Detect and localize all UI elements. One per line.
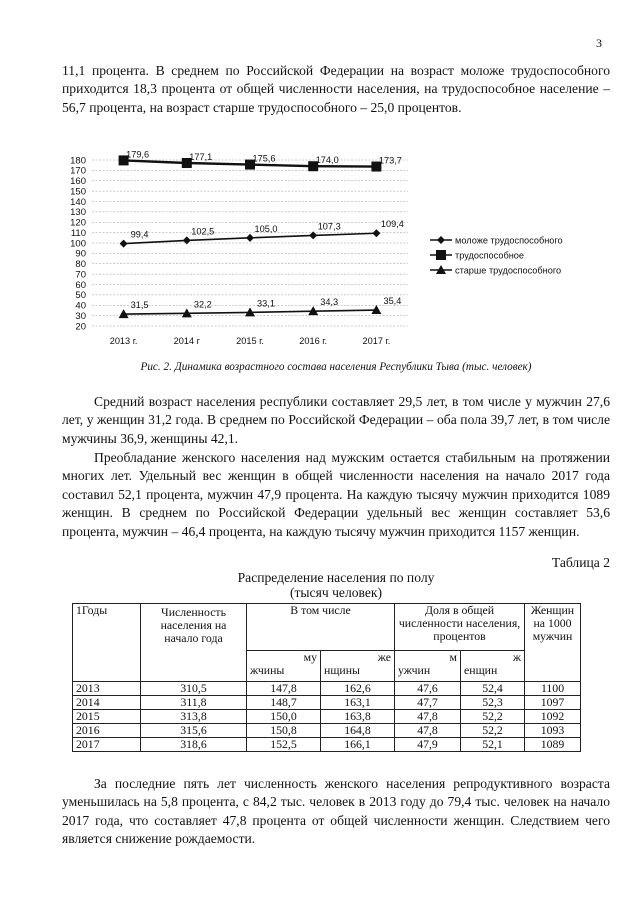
table-title <box>62 570 610 600</box>
data-label: 109,4 <box>380 219 404 230</box>
header-population: Численность населения на начало года <box>141 604 247 682</box>
y-tick-label: 170 <box>70 165 86 177</box>
cell-population: 310,5 <box>141 682 247 696</box>
cell-population: 313,8 <box>141 710 247 724</box>
data-label: 31,5 <box>130 300 149 311</box>
table-row <box>73 738 581 752</box>
table-header-row <box>73 604 581 651</box>
cell-year: 2016 <box>73 724 141 738</box>
x-tick-label: 2016 г. <box>299 336 328 346</box>
legend-label: трудоспособное <box>455 250 525 261</box>
data-label: 175,6 <box>252 153 276 164</box>
header-women-pct-part1: ж <box>512 650 522 664</box>
data-label: 102,5 <box>191 226 215 237</box>
cell-year: 2015 <box>73 710 141 724</box>
cell-ratio: 1089 <box>525 738 581 752</box>
cell-men: 152,5 <box>247 738 321 752</box>
data-label: 179,6 <box>126 150 150 160</box>
cell-men-pct: 47,8 <box>395 710 461 724</box>
age-structure-chart <box>58 150 610 350</box>
cell-men: 148,7 <box>247 696 321 710</box>
table-title-line1: Распределение населения по полу <box>237 570 435 585</box>
y-tick-label: 180 <box>70 155 86 167</box>
paragraph-mean-age: Средний возраст населения республики составляет 29,5 лет, в том числе у мужчин 27,6 лет, у женщин 31,2 года. В среднем по Российской Федерации – оба пола 39,7 лет, в том числе мужчины 36,9, женщины 42,1. <box>62 394 610 446</box>
x-tick-label: 2015 г. <box>236 336 264 346</box>
y-tick-label: 150 <box>70 186 86 198</box>
cell-men-pct: 47,7 <box>395 696 461 710</box>
header-women-per-1000: Женщин на 1000 мужчин <box>525 604 581 682</box>
header-women <box>321 651 395 682</box>
population-by-sex-table <box>72 603 581 752</box>
cell-men-pct: 47,9 <box>395 738 461 752</box>
table-row <box>73 696 581 710</box>
cell-women-pct: 52,1 <box>461 738 525 752</box>
page-number: 3 <box>596 36 602 50</box>
data-label: 173,7 <box>378 155 402 166</box>
y-tick-label: 90 <box>75 248 86 260</box>
header-men-pct-part2: ужчин <box>398 663 431 677</box>
cell-men: 150,8 <box>247 724 321 738</box>
cell-women-pct: 52,2 <box>461 710 525 724</box>
header-share: Доля в общей численности населения, процентов <box>395 604 525 651</box>
paragraph-female-share: Преобладание женского населения над мужским остается стабильным на протяжении многих лет. Удельный вес женщин в общей численности населения на начало 2017 года составил 52,1 процента, мужчин 47,9 процента. На каждую тысячу мужчин приходится 1089 женщин. В среднем по Российской Федерации удельный вес женщин составляет 53,6 процента, мужчин – 46,4 процента, на каждую тысячу мужчин приходится 1157 женщин. <box>62 450 610 539</box>
y-tick-label: 100 <box>70 238 86 250</box>
data-point <box>372 229 380 237</box>
data-label: 99,4 <box>130 229 149 240</box>
data-label: 35,4 <box>383 296 402 307</box>
y-tick-label: 40 <box>75 300 86 312</box>
table-label: Таблица 2 <box>551 555 610 570</box>
header-men <box>247 651 321 682</box>
table-title-line2: (тысяч человек) <box>289 585 383 600</box>
cell-men: 150,0 <box>247 710 321 724</box>
paragraph-intro: 11,1 процента. В среднем по Российской Федерации на возраст моложе трудоспособного приходится 18,3 процента от общей численности населения, на трудоспособное население – 56,7 процента, на возраст старше трудоспособного – 25,0 процентов. <box>62 63 610 115</box>
data-point <box>246 234 254 242</box>
cell-women-pct: 52,3 <box>461 696 525 710</box>
cell-men-pct: 47,8 <box>395 724 461 738</box>
cell-ratio: 1092 <box>525 710 581 724</box>
legend-marker <box>437 236 445 244</box>
data-label: 177,1 <box>189 152 213 163</box>
x-tick-label: 2017 г. <box>362 336 391 346</box>
cell-ratio: 1100 <box>525 682 581 696</box>
cell-women: 163,8 <box>321 710 395 724</box>
x-tick-label: 2014 г <box>173 336 200 346</box>
cell-women: 166,1 <box>321 738 395 752</box>
header-men-part2: жчины <box>250 663 285 677</box>
cell-year: 2014 <box>73 696 141 710</box>
header-women-pct-part2: енщин <box>464 663 498 677</box>
cell-men: 147,8 <box>247 682 321 696</box>
figure-caption: Рис. 2. Динамика возрастного состава населения Республики Тыва (тыс. человек) <box>140 361 532 373</box>
data-label: 107,3 <box>317 221 341 232</box>
y-tick-label: 130 <box>70 207 86 219</box>
table-row <box>73 682 581 696</box>
data-label: 34,3 <box>320 297 339 308</box>
header-women-pct <box>461 651 525 682</box>
y-tick-label: 60 <box>75 279 86 291</box>
cell-women: 162,6 <box>321 682 395 696</box>
cell-women-pct: 52,2 <box>461 724 525 738</box>
cell-population: 318,6 <box>141 738 247 752</box>
cell-population: 315,6 <box>141 724 247 738</box>
legend-marker <box>436 250 446 260</box>
cell-ratio: 1093 <box>525 724 581 738</box>
cell-women-pct: 52,4 <box>461 682 525 696</box>
legend-label: моложе трудоспособного <box>455 235 563 246</box>
y-tick-label: 120 <box>70 217 86 229</box>
cell-year: 2017 <box>73 738 141 752</box>
x-tick-label: 2013 г. <box>109 336 138 346</box>
y-tick-label: 70 <box>75 269 86 281</box>
data-point <box>120 240 128 248</box>
table-row <box>73 710 581 724</box>
paragraph-reproductive-age: За последние пять лет численность женского населения репродуктивного возраста уменьшилась на 5,8 процента, с 84,2 тыс. человек в 2013 году до 79,4 тыс. человек на начало 2017 года, что составляет 47,8 процента от общей численности женщин. Следствием чего является снижение рождаемости. <box>62 776 610 847</box>
header-in-that: В том числе <box>247 604 395 651</box>
cell-population: 311,8 <box>141 696 247 710</box>
cell-women: 163,1 <box>321 696 395 710</box>
header-women-part1: же <box>377 650 392 664</box>
header-men-part1: му <box>303 650 317 664</box>
data-label: 33,1 <box>257 298 275 309</box>
header-men-pct-part1: м <box>449 650 458 664</box>
header-women-part2: нщины <box>324 663 360 677</box>
y-tick-label: 30 <box>75 310 86 322</box>
data-label: 174,0 <box>315 155 339 166</box>
cell-year: 2013 <box>73 682 141 696</box>
data-label: 105,0 <box>254 223 278 234</box>
legend-label: старше трудоспособного <box>455 265 562 276</box>
y-tick-label: 110 <box>70 227 86 239</box>
y-tick-label: 80 <box>75 259 86 271</box>
data-label: 32,2 <box>193 299 212 310</box>
y-tick-label: 160 <box>70 176 86 188</box>
cell-women: 164,8 <box>321 724 395 738</box>
chart-svg <box>58 150 610 350</box>
y-tick-label: 50 <box>75 290 86 302</box>
table-row <box>73 724 581 738</box>
y-tick-label: 140 <box>70 196 86 208</box>
cell-ratio: 1097 <box>525 696 581 710</box>
cell-men-pct: 47,6 <box>395 682 461 696</box>
y-tick-label: 20 <box>75 321 86 333</box>
header-men-pct <box>395 651 461 682</box>
header-years: 1Годы <box>73 604 141 682</box>
